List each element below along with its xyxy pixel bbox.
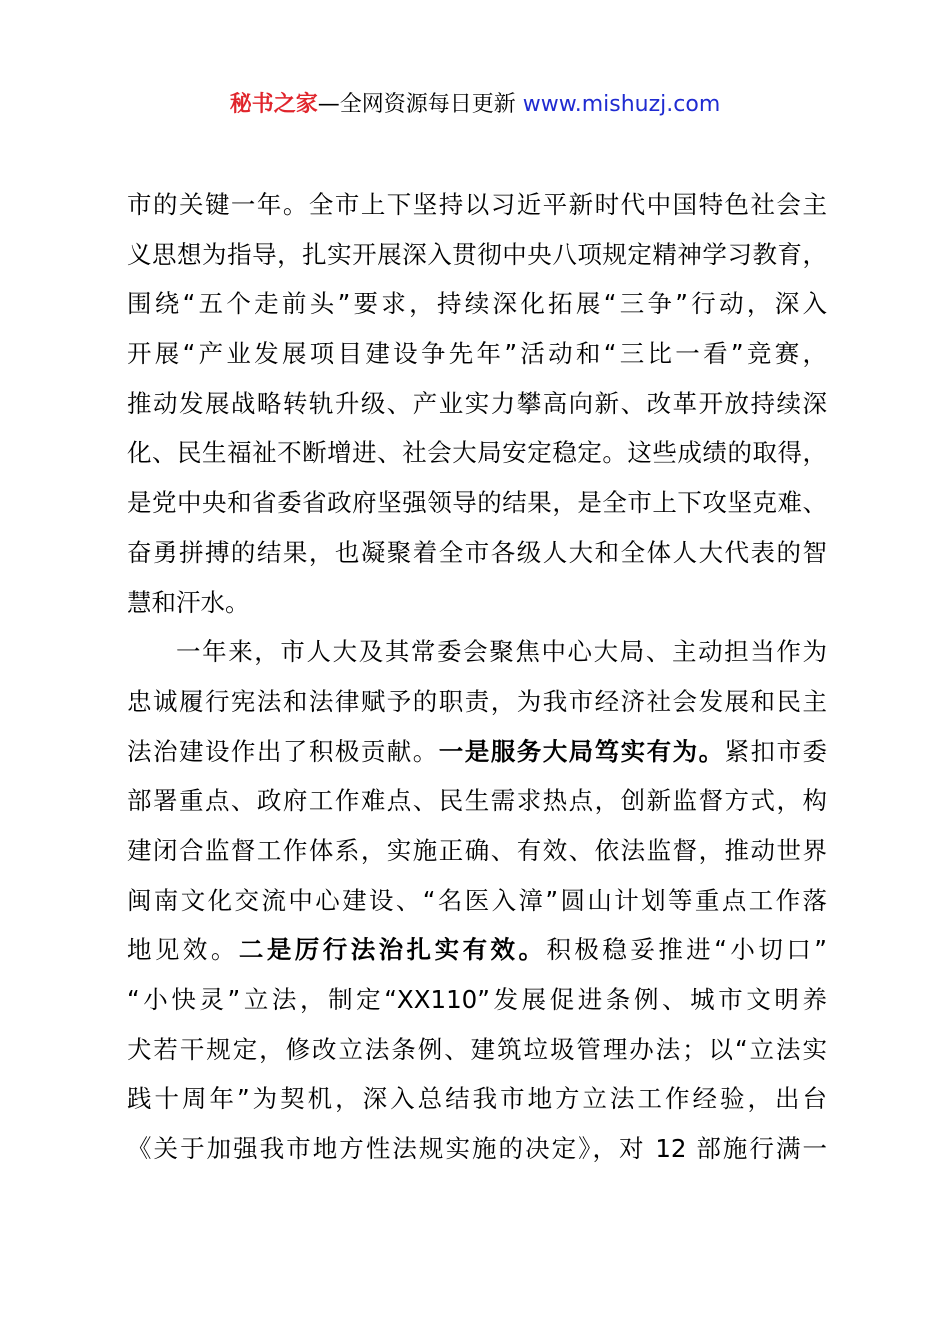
text-line: 建闭合监督工作体系，实施正确、有效、依法监督，推动世界 bbox=[127, 835, 827, 865]
site-url-link[interactable]: www.mishuzj.com bbox=[522, 92, 721, 117]
text-run: 法治建设作出了积极贡献。 bbox=[127, 736, 439, 766]
text-line: 是党中央和省委省政府坚强领导的结果，是全市上下攻坚克难、 bbox=[127, 488, 827, 518]
text-line: 推动发展战略转轨升级、产业实力攀高向新、改革开放持续深 bbox=[127, 388, 827, 418]
site-brand: 秘书之家 bbox=[229, 92, 318, 117]
site-tagline: —全网资源每日更新 bbox=[317, 92, 523, 117]
text-line: 开展“产业发展项目建设争先年”活动和“三比一看”竞赛， bbox=[127, 339, 827, 369]
text-line bbox=[127, 925, 827, 975]
text-line: 奋勇拼搏的结果，也凝聚着全市各级人大和全体人大代表的智 bbox=[127, 537, 827, 567]
text-run: 积极稳妥推进“小切口” bbox=[546, 935, 827, 965]
text-run: 地见效。 bbox=[127, 935, 239, 965]
text-line: 慧和汗水。 bbox=[127, 587, 250, 617]
text-line: 《关于加强我市地方性法规实施的决定》，对 12 部施行满一 bbox=[127, 1134, 827, 1164]
site-header bbox=[0, 88, 950, 122]
text-line: 化、民生福祉不断增进、社会大局安定稳定。这些成绩的取得， bbox=[127, 438, 827, 468]
document-body bbox=[127, 180, 827, 1174]
bold-heading-1: 一是服务大局笃实有为。 bbox=[438, 736, 725, 766]
text-run: 紧扣市委 bbox=[724, 736, 828, 766]
text-line: 犬若干规定，修改立法条例、建筑垃圾管理办法；以“立法实 bbox=[127, 1034, 827, 1064]
text-line: 闽南文化交流中心建设、“名医入漳”圆山计划等重点工作落 bbox=[127, 885, 827, 915]
text-line: 市的关键一年。全市上下坚持以习近平新时代中国特色社会主 bbox=[127, 190, 827, 219]
text-line: 忠诚履行宪法和法律赋予的职责，为我市经济社会发展和民主 bbox=[127, 686, 827, 716]
paragraph-start-line: 一年来，市人大及其常委会聚焦中心大局、主动担当作为 bbox=[176, 637, 827, 667]
text-line bbox=[127, 727, 827, 777]
text-line: 围绕“五个走前头”要求，持续深化拓展“三争”行动，深入 bbox=[127, 289, 827, 319]
bold-heading-2: 二是厉行法治扎实有效。 bbox=[238, 935, 547, 965]
text-line: 义思想为指导，扎实开展深入贯彻中央八项规定精神学习教育， bbox=[127, 239, 827, 269]
text-line: 部署重点、政府工作难点、民生需求热点，创新监督方式，构 bbox=[127, 786, 827, 816]
text-line: 践十周年”为契机，深入总结我市地方立法工作经验，出台 bbox=[127, 1084, 827, 1114]
text-line: “小快灵”立法，制定“XX110”发展促进条例、城市文明养 bbox=[127, 985, 827, 1014]
